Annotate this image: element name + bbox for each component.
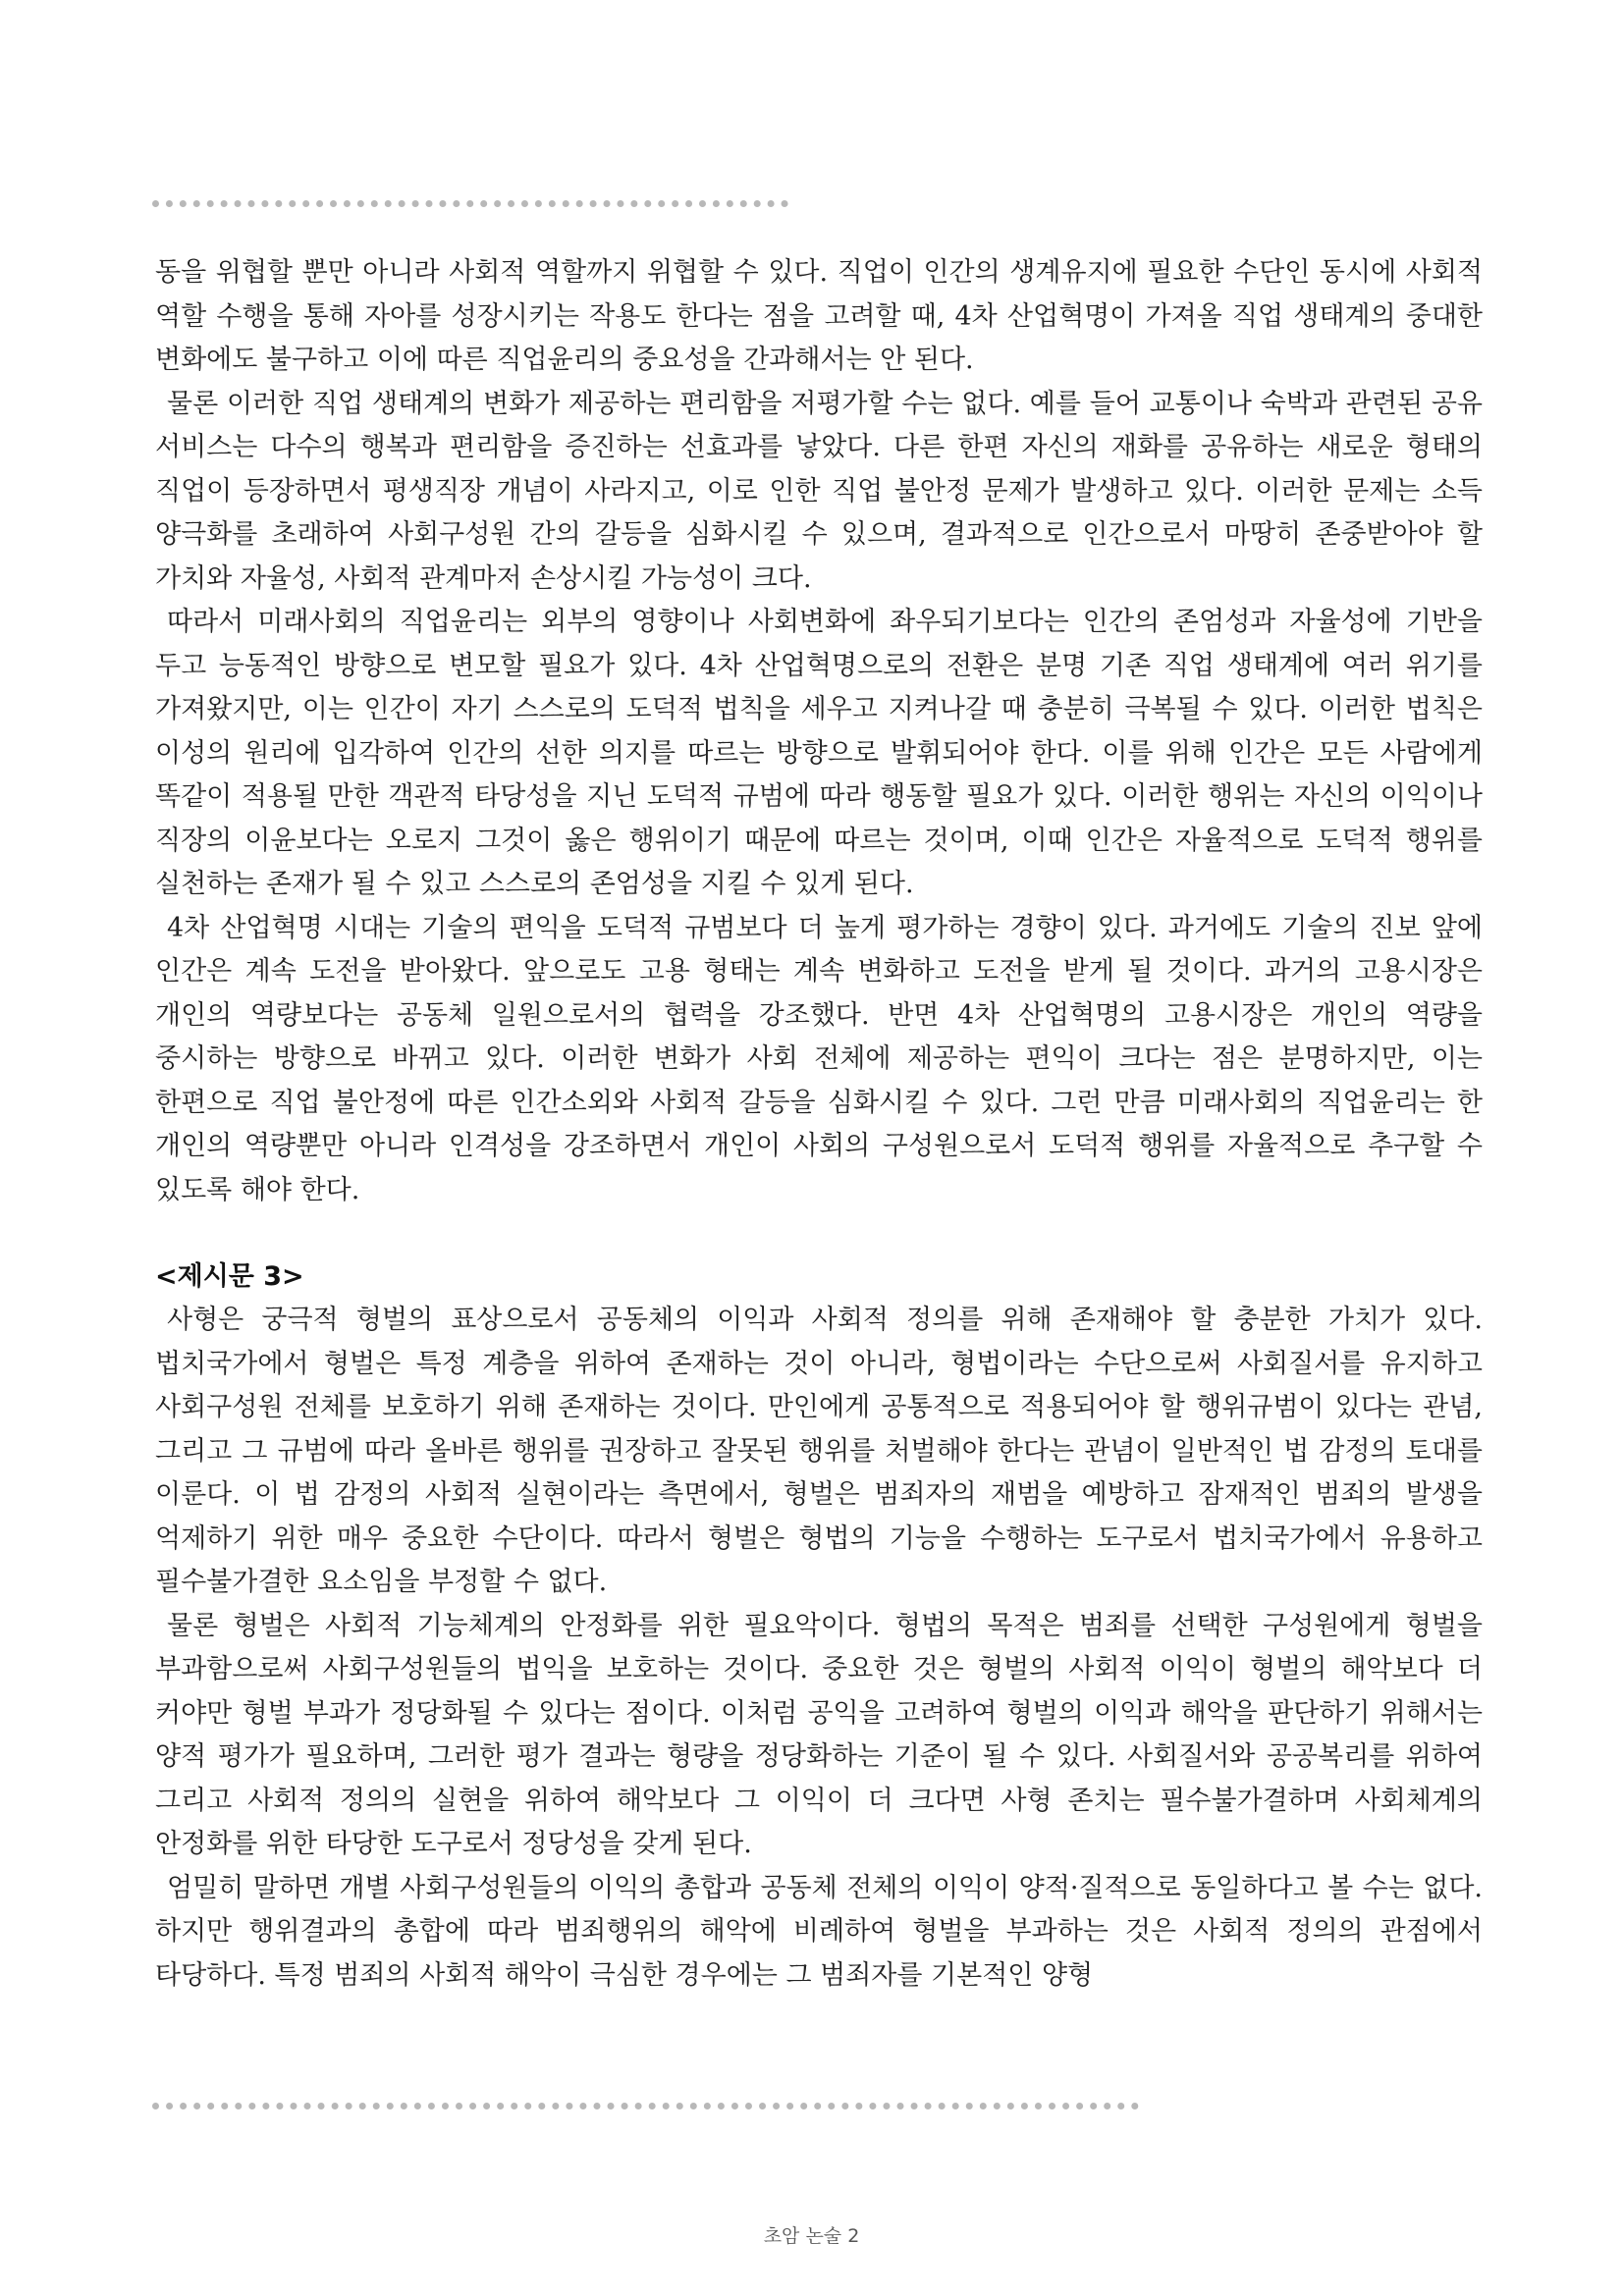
passage3-paragraph-3: 엄밀히 말하면 개별 사회구성원들의 이익의 총합과 공동체 전체의 이익이 양적·질적으로 동일하다고 볼 수는 없다. 하지만 행위결과의 총합에 따라 범죄행위의 해악에 비례하여 형벌을 부과하는 것은 사회적 정의의 관점에서 타당하다. 특정 범죄의 사회적 해악이 극심한 경우에는 그 범죄자를 기본적인 양형 — [155, 1872, 1483, 1991]
bottom-dotted-divider — [152, 2103, 1139, 2109]
passage3-paragraph-2: 물론 형벌은 사회적 기능체계의 안정화를 위한 필요악이다. 형법의 목적은 범죄를 선택한 구성원에게 형벌을 부과함으로써 사회구성원들의 법익을 보호하는 것이다. 중요한 것은 형벌의 사회적 이익이 형벌의 해악보다 더 커야만 형벌 부과가 정당화될 수 있다는 점이다. 이처럼 공익을 고려하여 형벌의 이익과 해악을 판단하기 위해서는 양적 평가가 필요하며, 그러한 평가 결과는 형량을 정당화하는 기준이 될 수 있다. 사회질서와 공공복리를 위하여 그리고 사회적 정의의 실현을 위하여 해악보다 그 이익이 더 크다면 사형 존치는 필수불가결하며 사회체계의 안정화를 위한 타당한 도구로서 정당성을 갖게 된다. — [155, 1610, 1483, 1859]
body-paragraph-3: 따라서 미래사회의 직업윤리는 외부의 영향이나 사회변화에 좌우되기보다는 인간의 존엄성과 자율성에 기반을 두고 능동적인 방향으로 변모할 필요가 있다. 4차 산업혁명으로의 전환은 분명 기존 직업 생태계에 여러 위기를 가져왔지만, 이는 인간이 자기 스스로의 도덕적 법칙을 세우고 지켜나갈 때 충분히 극복될 수 있다. 이러한 법칙은 이성의 원리에 입각하여 인간의 선한 의지를 따르는 방향으로 발휘되어야 한다. 이를 위해 인간은 모든 사람에게 똑같이 적용될 만한 객관적 타당성을 지닌 도덕적 규범에 따라 행동할 필요가 있다. 이러한 행위는 자신의 이익이나 직장의 이윤보다는 오로지 그것이 옳은 행위이기 때문에 따르는 것이며, 이때 인간은 자율적으로 도덕적 행위를 실천하는 존재가 될 수 있고 스스로의 존엄성을 지킬 수 있게 된다. — [155, 607, 1483, 899]
document-body — [155, 251, 1483, 1998]
passage3-paragraph-1: 사형은 궁극적 형벌의 표상으로서 공동체의 이익과 사회적 정의를 위해 존재해야 할 충분한 가치가 있다. 법치국가에서 형벌은 특정 계층을 위하여 존재하는 것이 아니라, 형법이라는 수단으로써 사회질서를 유지하고 사회구성원 전체를 보호하기 위해 존재하는 것이다. 만인에게 공통적으로 적용되어야 할 행위규범이 있다는 관념, 그리고 그 규범에 따라 올바른 행위를 권장하고 잘못된 행위를 처벌해야 한다는 관념이 일반적인 법 감정의 토대를 이룬다. 이 법 감정의 사회적 실현이라는 측면에서, 형벌은 범죄자의 재범을 예방하고 잠재적인 범죄의 발생을 억제하기 위한 매우 중요한 수단이다. 따라서 형벌은 형법의 기능을 수행하는 도구로서 법치국가에서 유용하고 필수불가결한 요소임을 부정할 수 없다. — [155, 1305, 1483, 1597]
body-paragraph-1: 동을 위협할 뿐만 아니라 사회적 역할까지 위협할 수 있다. 직업이 인간의 생계유지에 필요한 수단인 동시에 사회적 역할 수행을 통해 자아를 성장시키는 작용도 한다는 점을 고려할 때, 4차 산업혁명이 가져올 직업 생태계의 중대한 변화에도 불구하고 이에 따른 직업윤리의 중요성을 간과해서는 안 된다. — [155, 257, 1483, 375]
top-dotted-divider — [152, 200, 788, 207]
section-heading-passage-3: <제시문 3> — [155, 1261, 304, 1292]
body-paragraph-4: 4차 산업혁명 시대는 기술의 편익을 도덕적 규범보다 더 높게 평가하는 경향이 있다. 과거에도 기술의 진보 앞에 인간은 계속 도전을 받아왔다. 앞으로도 고용 형태는 계속 변화하고 도전을 받게 될 것이다. 과거의 고용시장은 개인의 역량보다는 공동체 일원으로서의 협력을 강조했다. 반면 4차 산업혁명의 고용시장은 개인의 역량을 중시하는 방향으로 바뀌고 있다. 이러한 변화가 사회 전체에 제공하는 편익이 크다는 점은 분명하지만, 이는 한편으로 직업 불안정에 따른 인간소외와 사회적 갈등을 심화시킬 수 있다. 그런 만큼 미래사회의 직업윤리는 한 개인의 역량뿐만 아니라 인격성을 강조하면서 개인이 사회의 구성원으로서 도덕적 행위를 자율적으로 추구할 수 있도록 해야 한다. — [155, 912, 1483, 1205]
body-paragraph-2: 물론 이러한 직업 생태계의 변화가 제공하는 편리함을 저평가할 수는 없다. 예를 들어 교통이나 숙박과 관련된 공유 서비스는 다수의 행복과 편리함을 증진하는 선효과를 낳았다. 다른 한편 자신의 재화를 공유하는 새로운 형태의 직업이 등장하면서 평생직장 개념이 사라지고, 이로 인한 직업 불안정 문제가 발생하고 있다. 이러한 문제는 소득 양극화를 초래하여 사회구성원 간의 갈등을 심화시킬 수 있으며, 결과적으로 인간으로서 마땅히 존중받아야 할 가치와 자율성, 사회적 관계마저 손상시킬 가능성이 크다. — [155, 388, 1483, 594]
page-footer: 초암 논술 2 — [763, 2225, 860, 2247]
